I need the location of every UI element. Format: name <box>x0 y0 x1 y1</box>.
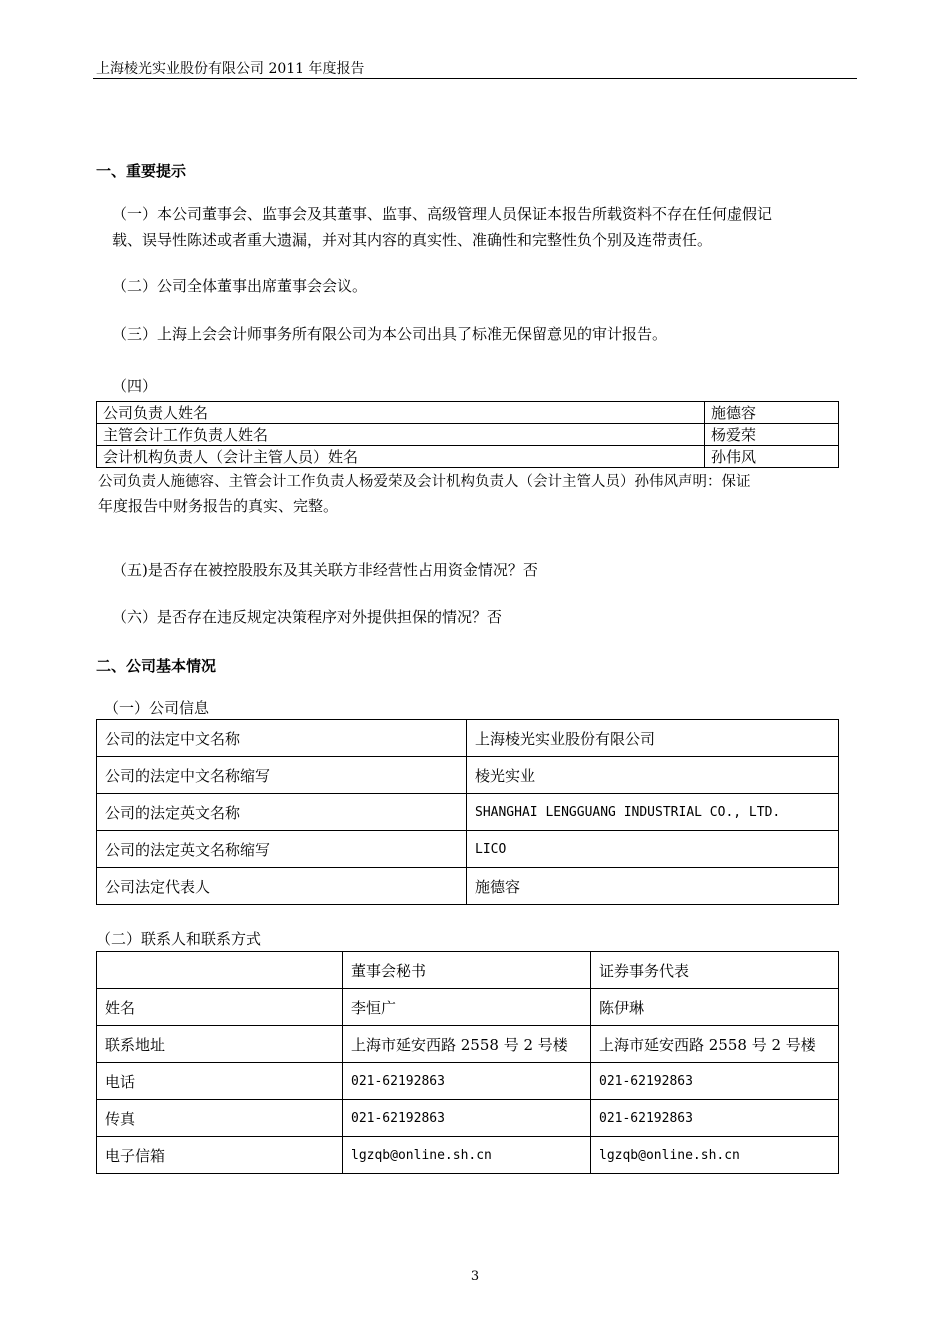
contact-secretary-cell: 李恒广 <box>343 989 591 1026</box>
company-info-label: （一）公司信息 <box>104 699 210 717</box>
contact-representative-cell: 021-62192863 <box>591 1063 839 1100</box>
contact-label-cell: 联系地址 <box>97 1026 343 1063</box>
contact-label-cell: 电子信箱 <box>97 1137 343 1174</box>
company-info-table <box>96 719 839 905</box>
table-header-row <box>97 952 839 989</box>
contact-label-cell: 传真 <box>97 1100 343 1137</box>
company-info-label-cell: 公司法定代表人 <box>97 868 467 905</box>
table-row <box>97 1026 839 1063</box>
company-info-label-cell: 公司的法定英文名称缩写 <box>97 831 467 868</box>
report-header-title: 上海棱光实业股份有限公司 2011 年度报告 <box>96 61 365 77</box>
table-row <box>97 831 839 868</box>
contact-secretary-cell: 上海市延安西路 2558 号 2 号楼 <box>343 1026 591 1063</box>
company-info-label-cell: 公司的法定中文名称 <box>97 720 467 757</box>
notice-item-6: （六）是否存在违反规定决策程序对外提供担保的情况？否 <box>112 608 503 626</box>
responsible-persons-table <box>96 401 839 468</box>
table-row <box>97 446 839 468</box>
company-info-label-cell: 公司的法定中文名称缩写 <box>97 757 467 794</box>
notice-item-4-label: （四） <box>112 377 158 395</box>
responsible-value: 孙伟风 <box>705 446 839 468</box>
contact-header-cell: 董事会秘书 <box>343 952 591 989</box>
company-info-label-cell: 公司的法定英文名称 <box>97 794 467 831</box>
notice-item-1-line-1: （一）本公司董事会、监事会及其董事、监事、高级管理人员保证本报告所载资料不存在任何虚假记 <box>112 205 773 223</box>
contact-label-cell: 姓名 <box>97 989 343 1026</box>
table-row <box>97 1137 839 1174</box>
responsible-label: 会计机构负责人（会计主管人员）姓名 <box>97 446 705 468</box>
section1-heading: 一、重要提示 <box>96 162 187 180</box>
header-divider <box>93 78 857 79</box>
responsible-value: 杨爱荣 <box>705 424 839 446</box>
contact-secretary-cell: 021-62192863 <box>343 1063 591 1100</box>
contact-representative-cell: 上海市延安西路 2558 号 2 号楼 <box>591 1026 839 1063</box>
responsibility-statement-line-2: 年度报告中财务报告的真实、完整。 <box>98 497 339 515</box>
table-row <box>97 1063 839 1100</box>
notice-item-3: （三）上海上会会计师事务所有限公司为本公司出具了标准无保留意见的审计报告。 <box>112 325 668 343</box>
company-info-value-cell: SHANGHAI LENGGUANG INDUSTRIAL CO., LTD. <box>467 794 839 831</box>
contact-secretary-email-cell[interactable]: lgzqb@online.sh.cn <box>343 1137 591 1174</box>
contact-representative-cell: 021-62192863 <box>591 1100 839 1137</box>
responsibility-statement-line-1: 公司负责人施德容、主管会计工作负责人杨爱荣及会计机构负责人（会计主管人员）孙伟风声明：保证 <box>98 474 751 490</box>
contact-header-cell: 证券事务代表 <box>591 952 839 989</box>
notice-item-5: （五)是否存在被控股股东及其关联方非经营性占用资金情况？否 <box>112 561 538 579</box>
page-number: 3 <box>470 1269 480 1284</box>
section2-heading: 二、公司基本情况 <box>96 657 217 675</box>
contact-secretary-cell: 021-62192863 <box>343 1100 591 1137</box>
table-row <box>97 989 839 1026</box>
notice-item-2: （二）公司全体董事出席董事会会议。 <box>112 277 368 295</box>
table-row <box>97 868 839 905</box>
responsible-label: 公司负责人姓名 <box>97 402 705 424</box>
contact-representative-email-cell[interactable]: lgzqb@online.sh.cn <box>591 1137 839 1174</box>
company-info-value-cell: LICO <box>467 831 839 868</box>
table-row <box>97 757 839 794</box>
contact-label-cell: 电话 <box>97 1063 343 1100</box>
table-row <box>97 402 839 424</box>
company-info-value-cell: 施德容 <box>467 868 839 905</box>
contact-info-label: （二）联系人和联系方式 <box>96 930 262 948</box>
notice-item-1-line-2: 载、误导性陈述或者重大遗漏，并对其内容的真实性、准确性和完整性负个别及连带责任。 <box>112 231 713 249</box>
responsible-value: 施德容 <box>705 402 839 424</box>
contact-info-table <box>96 951 839 1174</box>
company-info-value-cell: 棱光实业 <box>467 757 839 794</box>
contact-representative-cell: 陈伊琳 <box>591 989 839 1026</box>
table-row <box>97 794 839 831</box>
table-row <box>97 1100 839 1137</box>
table-row <box>97 720 839 757</box>
contact-header-cell <box>97 952 343 989</box>
table-row <box>97 424 839 446</box>
company-info-value-cell: 上海棱光实业股份有限公司 <box>467 720 839 757</box>
responsible-label: 主管会计工作负责人姓名 <box>97 424 705 446</box>
